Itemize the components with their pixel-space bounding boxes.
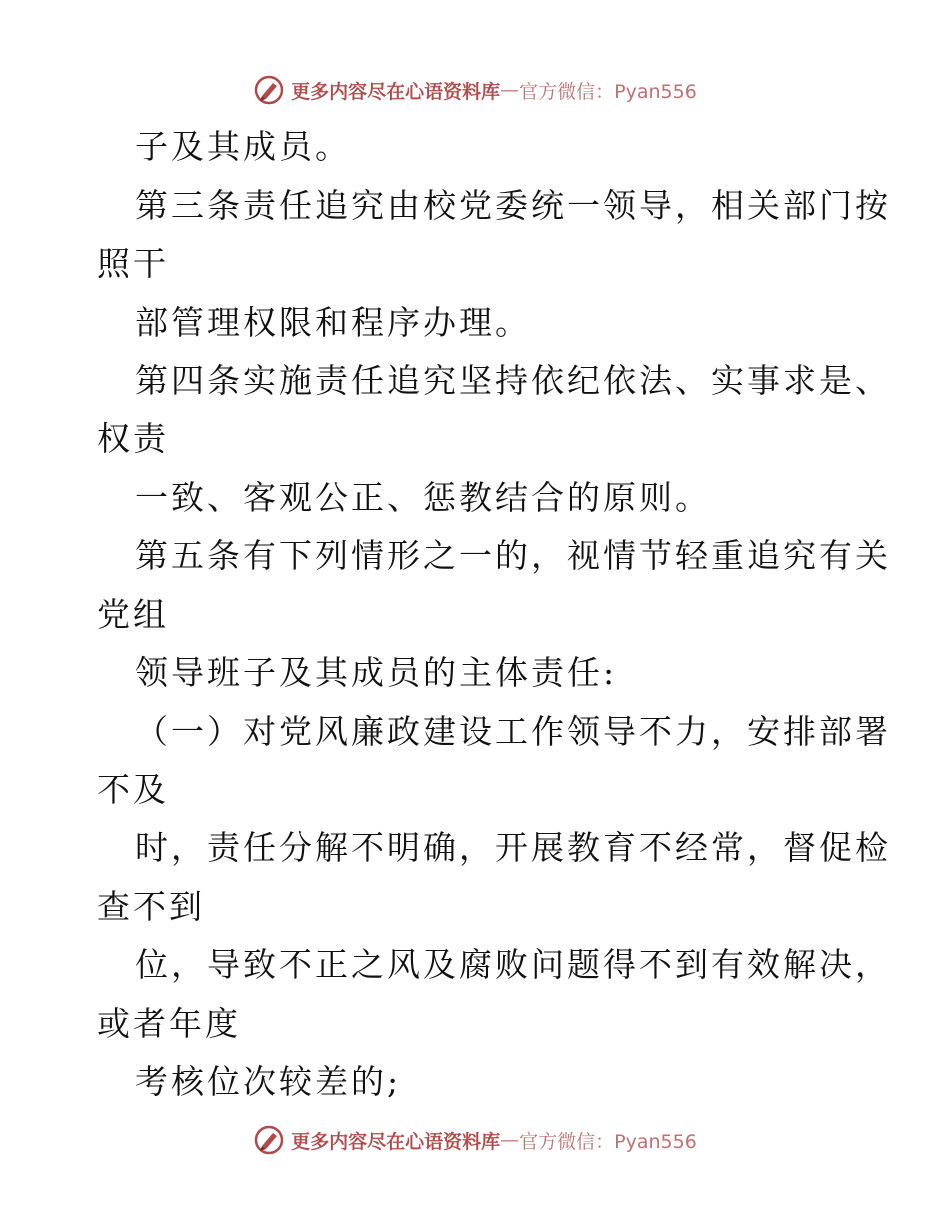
watermark-main-text: 更多内容尽在心语资料库: [291, 80, 501, 103]
watermark-dash: —: [500, 1129, 520, 1151]
watermark-main-text: 更多内容尽在心语资料库: [291, 1130, 501, 1153]
watermark-wechat-text: 官方微信：Pyan556: [519, 80, 697, 103]
text-line: 子及其成员。: [135, 127, 351, 166]
text-line: （一）对党风廉政建设工作领导不力，安排部署: [135, 712, 891, 751]
text-line: 第三条责任追究由校党委统一领导，相关部门按: [135, 186, 891, 225]
text-line: 部管理权限和程序办理。: [135, 303, 531, 342]
pen-logo-icon: [253, 1124, 285, 1156]
watermark-dash: —: [500, 79, 520, 101]
text-line: 不及: [97, 770, 169, 809]
text-line: 领导班子及其成员的主体责任:: [135, 653, 618, 692]
pen-logo-icon: [253, 74, 285, 106]
text-line: 第五条有下列情形之一的，视情节轻重追究有关: [135, 536, 891, 575]
text-line: 权责: [97, 419, 169, 458]
text-line: 考核位次较差的;: [135, 1062, 402, 1101]
text-line: 照干: [97, 244, 169, 283]
text-line: 或者年度: [97, 1004, 241, 1043]
text-line: 时，责任分解不明确，开展教育不经常，督促检: [135, 828, 891, 867]
text-line: 位，导致不正之风及腐败问题得不到有效解决，: [135, 945, 891, 984]
footer-watermark: [0, 1120, 950, 1160]
watermark-wechat-text: 官方微信：Pyan556: [519, 1130, 697, 1153]
text-line: 查不到: [97, 887, 205, 926]
text-line: 党组: [97, 595, 169, 634]
text-line: 一致、客观公正、惩教结合的原则。: [135, 478, 711, 517]
text-line: 第四条实施责任追究坚持依纪依法、实事求是、: [135, 361, 891, 400]
header-watermark: [0, 70, 950, 110]
